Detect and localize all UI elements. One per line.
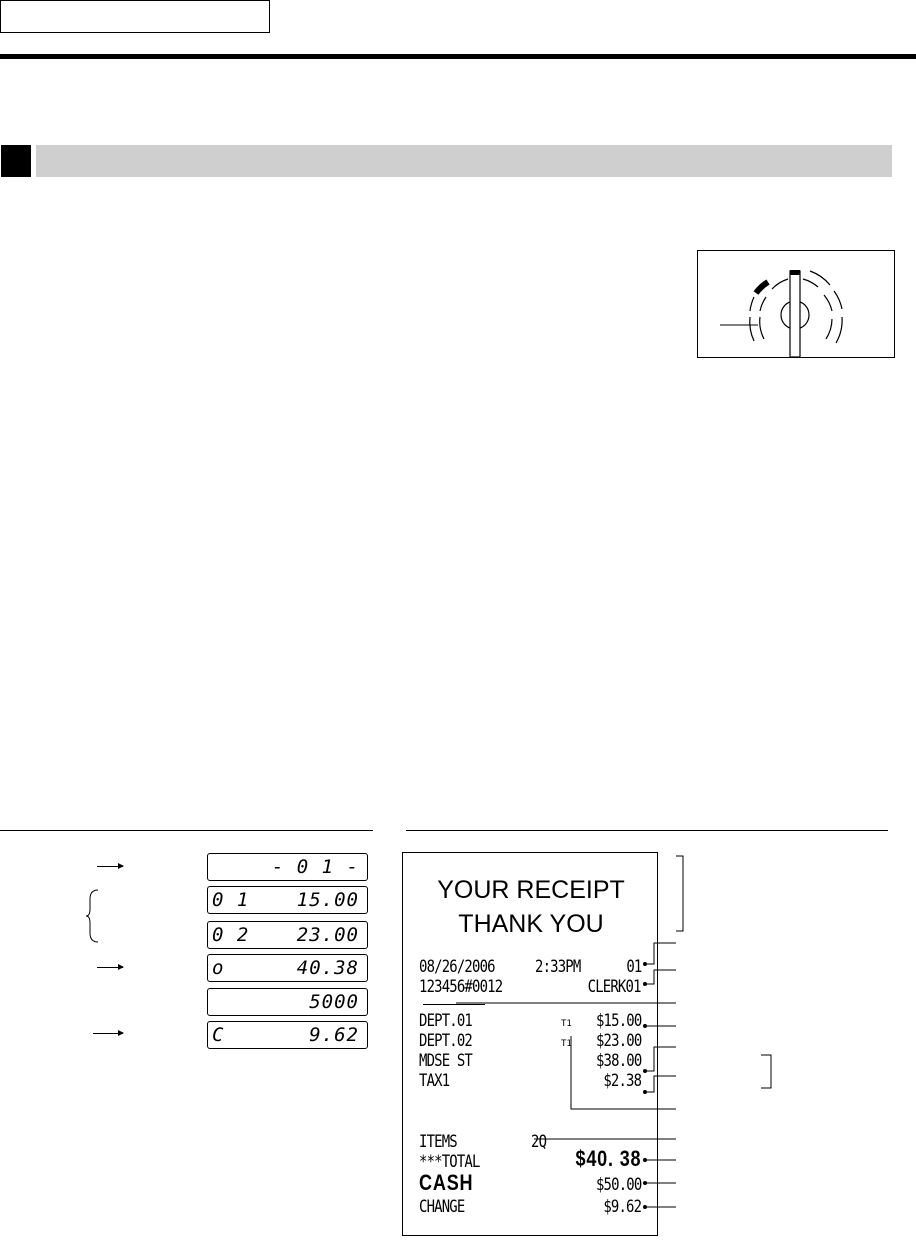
receipt-item-label: TAX1 — [419, 1071, 450, 1091]
display-right: 9.62 — [309, 1024, 359, 1046]
receipt-register-no: 01 — [625, 957, 641, 977]
receipt-item-label: DEPT.01 — [419, 1011, 473, 1031]
receipt-item-label: DEPT.02 — [419, 1031, 473, 1051]
display-right: 23.00 — [296, 924, 359, 946]
display-right: 5000 — [309, 991, 359, 1013]
receipt-consecutive-no: 123456#0012 — [419, 977, 503, 997]
receipt-time: 2:33PM — [535, 957, 581, 977]
receipt-items-label: ITEMS — [419, 1132, 457, 1152]
receipt-total-label: ***TOTAL — [419, 1152, 480, 1172]
receipt-change-amount: $9.62 — [603, 1197, 641, 1217]
receipt-item-label: MDSE ST — [419, 1051, 473, 1071]
display-left: o — [212, 957, 225, 979]
receipt-item-amount: $23.00 — [595, 1031, 641, 1051]
receipt-item-amount: $38.00 — [595, 1051, 641, 1071]
display-right: 40.38 — [296, 957, 359, 979]
receipt-change-label: CHANGE — [419, 1197, 465, 1217]
receipt-cash-label: CASH — [419, 1170, 474, 1195]
receipt-header-line2: THANK YOU — [458, 910, 604, 938]
display-left: 0 2 — [212, 924, 250, 946]
receipt-clerk: CLERK01 — [587, 977, 641, 997]
receipt-item-flag: T1 — [561, 1019, 572, 1029]
display-right: - 0 1 - — [271, 856, 359, 878]
receipt-item-flag: T1 — [561, 1039, 572, 1049]
display-right: 15.00 — [296, 889, 359, 911]
receipt-items-count: 2Q — [531, 1132, 547, 1152]
receipt-item-amount: $15.00 — [595, 1011, 641, 1031]
receipt-cash-amount: $50.00 — [595, 1175, 641, 1195]
display-left: C — [212, 1024, 225, 1046]
receipt-header-line1: YOUR RECEIPT — [437, 876, 625, 904]
display-left: 0 1 — [212, 889, 250, 911]
receipt-item-amount: $2.38 — [603, 1071, 641, 1091]
receipt-total-amount: $40. 38 — [575, 1146, 641, 1171]
receipt-date: 08/26/2006 — [419, 957, 495, 977]
